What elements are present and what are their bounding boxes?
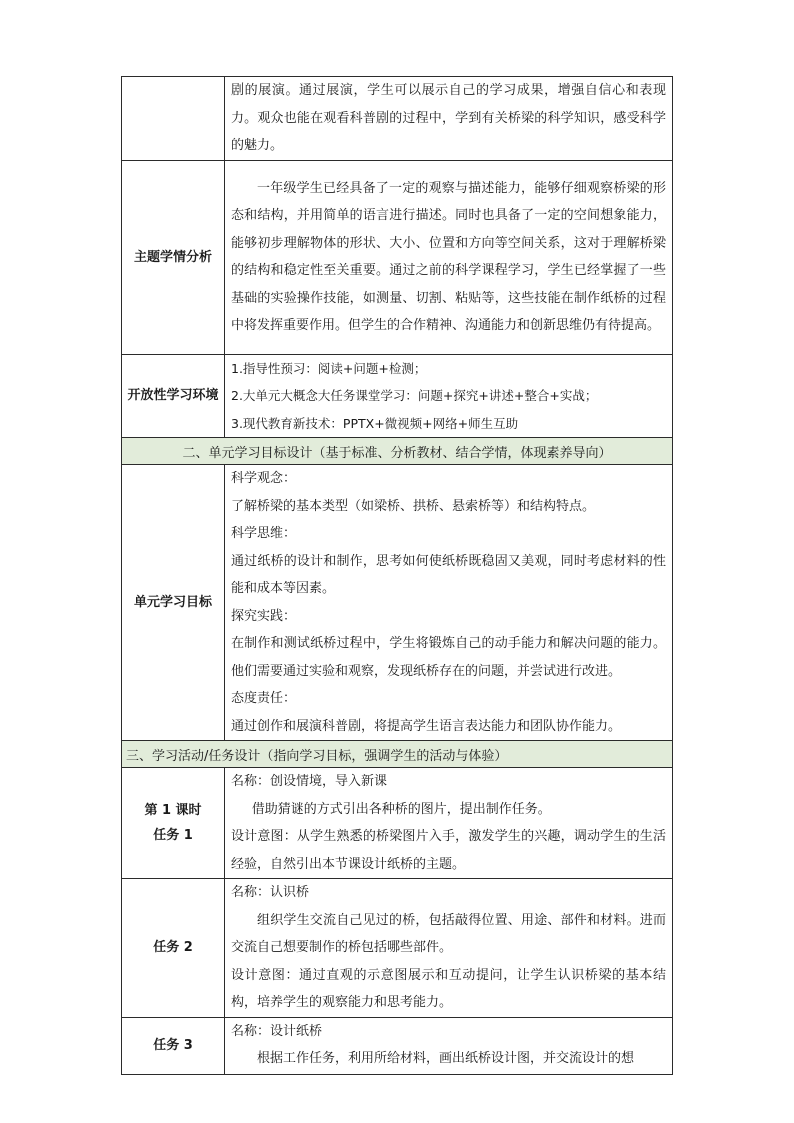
table-row [122, 1017, 673, 1074]
task-desc: 借助猜谜的方式引出各种桥的图片，提出制作任务。 [251, 801, 551, 817]
task-name: 名称：认识桥 [231, 885, 310, 900]
goals-label: 单元学习目标 [122, 465, 225, 741]
goal-text: 通过创作和展演科普剧，将提高学生语言表达能力和团队协作能力。 [231, 718, 622, 734]
task-desc: 根据工作任务，利用所给材料，画出纸桥设计图，并交流设计的想 [257, 1051, 635, 1066]
goal-heading: 科学观念： [231, 471, 297, 486]
section-row [122, 741, 673, 768]
task-name: 名称：创设情境，导入新课 [231, 774, 388, 789]
task3-cell [225, 1017, 673, 1074]
section-2-title: 二、单元学习目标设计（基于标准、分析教材、结合学情，体现素养导向） [122, 438, 673, 465]
lesson-plan-table [121, 76, 673, 1075]
intro-text: 剧的展演。通过展演，学生可以展示自己的学习成果，增强自信心和表现力。观众也能在观看科普剧的过程中，学到有关桥梁的科学知识，感受科学的魅力。 [225, 77, 673, 161]
env-line: 3.现代教育新技术：PPTX+微视频+网络+师生互助 [231, 415, 519, 431]
goal-text: 了解桥梁的基本类型（如梁桥、拱桥、悬索桥等）和结构特点。 [231, 498, 596, 514]
task2-cell [225, 879, 673, 1018]
goal-heading: 态度责任： [231, 691, 297, 706]
table-row [122, 465, 673, 741]
goals-cell [225, 465, 673, 741]
env-line: 1.指导性预习：阅读+问题+检测； [231, 360, 427, 376]
task-number: 任务 1 [153, 828, 193, 843]
analysis-label: 主题学情分析 [122, 160, 225, 354]
task-intent: 设计意图：从学生熟悉的桥梁图片入手，激发学生的兴趣，调动学生的生活经验，自然引出本节课设计纸桥的主题。 [231, 829, 666, 872]
env-label: 开放性学习环境 [122, 354, 225, 438]
task-name: 名称：设计纸桥 [231, 1023, 323, 1039]
task1-cell [225, 768, 673, 879]
table-row [122, 160, 673, 354]
env-line: 2.大单元大概念大任务课堂学习：问题+探究+讲述+整合+实战； [231, 388, 598, 403]
row-label [122, 77, 225, 161]
table-row [122, 768, 673, 879]
goal-heading: 科学思维： [231, 526, 297, 541]
section-row [122, 438, 673, 465]
analysis-cell [225, 160, 673, 354]
section-3-title: 三、学习活动/任务设计（指向学习目标，强调学生的活动与体验） [122, 741, 673, 768]
goal-text: 在制作和测试纸桥过程中，学生将锻炼自己的动手能力和解决问题的能力。他们需要通过实验和观察，发现纸桥存在的问题，并尝试进行改进。 [231, 636, 666, 679]
task1-label [122, 768, 225, 879]
table-row [122, 354, 673, 438]
goal-text: 通过纸桥的设计和制作，思考如何使纸桥既稳固又美观，同时考虑材料的性能和成本等因素。 [231, 553, 666, 596]
task3-label: 任务 3 [122, 1017, 225, 1074]
goal-heading: 探究实践： [231, 608, 297, 624]
task-desc: 组织学生交流自己见过的桥，包括敲得位置、用途、部件和材料。进而交流自己想要制作的桥包括哪些部件。 [231, 912, 666, 955]
task-intent: 设计意图：通过直观的示意图展示和互动提问，让学生认识桥梁的基本结构，培养学生的观察能力和思考能力。 [231, 967, 666, 1010]
analysis-text: 一年级学生已经具备了一定的观察与描述能力，能够仔细观察桥梁的形态和结构，并用简单的语言进行描述。同时也具备了一定的空间想象能力，能够初步理解物体的形状、大小、位置和方向等空间关系，这对于理解桥梁的结构和稳定性至关重要。通过之前的科学课程学习，学生已经掌握了一些基础的实验操作技能，如测量、切割、粘贴等，这些技能在制作纸桥的过程中将发挥重要作用。但学生的合作精神、沟通能力和创新思维仍有待提高。 [231, 180, 666, 333]
table-row [122, 879, 673, 1018]
env-cell [225, 354, 673, 438]
table-row [122, 77, 673, 161]
lesson-number: 第 1 课时 [144, 803, 202, 818]
task2-label: 任务 2 [122, 879, 225, 1018]
